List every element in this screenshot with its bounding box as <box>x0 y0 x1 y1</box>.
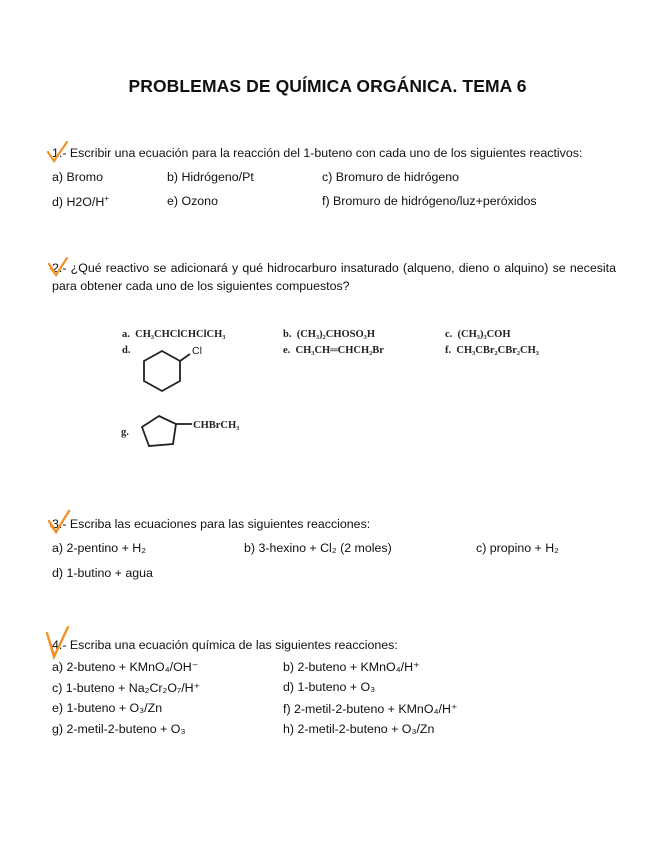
compound-c <box>445 329 511 340</box>
compound-b-label: b. <box>283 329 292 340</box>
compound-a <box>122 329 225 340</box>
q4-option-c: c) 1-buteno + Na₂Cr₂O₇/H⁺ <box>52 681 201 695</box>
question-3-text: .- Escriba las ecuaciones para las siguientes reacciones: <box>58 517 371 531</box>
compound-e-label: e. <box>283 345 291 356</box>
compound-d-substituent: Cl <box>192 345 202 357</box>
question-4-prompt <box>52 638 398 652</box>
q1-option-b: b) Hidrógeno/Pt <box>167 170 254 184</box>
compound-c-label: c. <box>445 329 453 340</box>
q3-option-a: a) 2-pentino + H₂ <box>52 541 147 555</box>
q4-option-d: d) 1-buteno + O₃ <box>283 680 376 694</box>
compound-b <box>283 329 375 340</box>
question-4-number: 4 <box>52 638 59 652</box>
question-1-number: 1 <box>52 146 59 160</box>
question-2-text: .- ¿Qué reactivo se adicionará y qué hidrocarburo insaturado (alqueno, dieno o alquino) se necesita para obtener cada uno de los siguientes compuestos? <box>52 261 616 293</box>
q4-option-b: b) 2-buteno + KMnO₄/H⁺ <box>283 660 420 674</box>
q1-option-e: e) Ozono <box>167 194 218 208</box>
q1-option-d-superscript: + <box>104 194 109 203</box>
compound-e <box>283 345 384 356</box>
q4-option-g: g) 2-metil-2-buteno + O₃ <box>52 722 186 736</box>
question-1-prompt <box>52 146 582 160</box>
q4-option-a: a) 2-buteno + KMnO₄/OH⁻ <box>52 660 199 674</box>
cyclopentane-structure-icon <box>138 410 198 458</box>
question-3-prompt <box>52 517 370 531</box>
q4-option-f: f) 2-metil-2-buteno + KMnO₄/H⁺ <box>283 702 458 716</box>
q1-option-d-text: d) H2O/H <box>52 195 105 210</box>
page-title: PROBLEMAS DE QUÍMICA ORGÁNICA. TEMA 6 <box>128 76 527 96</box>
compound-c-formula: (CH₃)₃COH <box>457 329 511 340</box>
q1-option-c: c) Bromuro de hidrógeno <box>322 170 460 184</box>
compound-f-label: f. <box>445 345 452 356</box>
compound-b-formula: (CH₃)₂CHOSO₃H <box>296 329 375 340</box>
compound-g-substituent: CHBrCH₃ <box>193 420 240 431</box>
q3-option-b: b) 3-hexino + Cl₂ (2 moles) <box>244 541 392 555</box>
question-1-text: .- Escribir una ecuación para la reacción del 1-buteno con cada uno de los siguientes reactivos: <box>58 146 583 160</box>
question-4-text: .- Escriba una ecuación química de las siguientes reacciones: <box>58 638 398 652</box>
compound-d-label: d. <box>122 345 131 356</box>
question-2-prompt <box>52 259 616 295</box>
q1-option-f: f) Bromuro de hidrógeno/luz+peróxidos <box>322 194 537 208</box>
question-2-number: 2 <box>52 261 59 275</box>
q4-option-h: h) 2-metil-2-buteno + O₃/Zn <box>283 722 435 736</box>
q3-option-c: c) propino + H₂ <box>476 541 559 555</box>
compound-g-label: g. <box>121 427 129 438</box>
q1-option-d <box>52 194 109 209</box>
q3-option-d: d) 1-butino + agua <box>52 566 153 580</box>
compound-a-label: a. <box>122 329 130 340</box>
compound-a-formula: CH₃CHClCHClCH₃ <box>135 329 226 340</box>
cyclohexane-structure-icon <box>136 346 196 394</box>
compound-f <box>445 345 539 356</box>
question-3-number: 3 <box>52 517 59 531</box>
q1-option-a: a) Bromo <box>52 170 103 184</box>
q4-option-e: e) 1-buteno + O₃/Zn <box>52 701 163 715</box>
compound-e-formula: CH₃CH═CHCH₂Br <box>295 345 384 356</box>
compound-f-formula: CH₃CBr₂CBr₂CH₃ <box>456 345 539 356</box>
